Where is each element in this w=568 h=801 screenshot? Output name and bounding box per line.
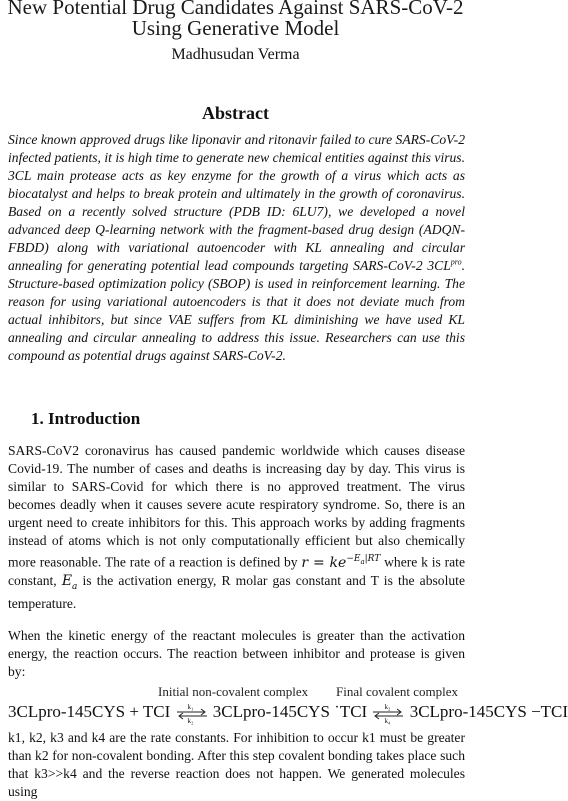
rate-equation-exp-sub: a [360, 557, 365, 566]
scheme-product: 3CLpro-145CYS −TCI [409, 702, 568, 722]
equilibrium-arrow-2 [371, 704, 405, 724]
scheme-caption-final: Final covalent complex [336, 684, 459, 700]
rate-equation-exp-rest: |RT [364, 554, 381, 564]
ea-sub: a [72, 581, 78, 592]
section-heading-introduction: 1. Introduction [31, 409, 141, 428]
abstract-body [8, 131, 465, 365]
ea-base: E [61, 572, 73, 589]
rate-equation [301, 555, 380, 571]
title-line-1: New Potential Drug Candidates Against SARS-CoV-2 [7, 0, 464, 19]
author-name: Madhusudan Verma [171, 46, 300, 63]
abstract-heading: Abstract [202, 103, 269, 123]
equilibrium-arrow-1 [175, 704, 209, 724]
rate-k1: k₁ [187, 702, 194, 711]
abstract-superscript: pro [450, 257, 462, 267]
intro-paragraph-2: When the kinetic energy of the reactant molecules is greater than the activation energy, the reaction occurs. The reaction between inhibitor and protease is given by: [8, 628, 465, 680]
activation-energy-symbol [61, 572, 78, 592]
rate-equation-base: r = ke [301, 554, 347, 571]
scheme-intermediate: 3CLpro-145CYS ˙TCI [212, 702, 368, 722]
rate-k4: k₄ [384, 716, 391, 725]
intro-p1-text-b: where k is rate constant, [8, 554, 465, 588]
abstract-text-part-2: . Structure-based optimization policy (SBOP) is used in reinforcement learning. The reason for using variational autoencoders is that it does not deviate much from actual inhibitors, but since VAE suffers from KL diminishing we have used KL annealing and circular annealing to address this issue. Researchers can use this compound as potential drugs against SARS-CoV-2. [8, 258, 465, 363]
abstract-text-part-1: Since known approved drugs like liponavir and ritonavir failed to cure SARS-CoV-2 infected patients, it is high time to generate new chemical entities against this virus. 3CL main protease acts as key enzyme for the growth of a virus which acts as biocatalyst and helps to break protein and ultimately in the growth of coronavirus. Based on a recently solved structure (PDB ID: 6LU7), we developed a novel advanced deep Q-learning network with the fragment-based drug design (ADQN-FBDD) along with variational autoencoder with KL annealing and circular annealing for generating potential lead compounds targeting SARS-CoV-2 3CL [8, 132, 465, 273]
reaction-scheme [8, 684, 568, 725]
intro-p1-text-a: SARS-CoV2 coronavirus has caused pandemic worldwide which causes disease Covid-19. The number of cases and deaths is increasing day by day. This virus is similar to SARS-Covid for which there is no approved treatment. The virus becomes deadly when it causes severe acute respiratory syndrome. So, there is an urgent need to create inhibitors for this. This approach works by adding fragments instead of atoms which is not only computationally efficient but also chemically more reasonable. The rate of a reaction is defined by [8, 443, 465, 570]
intro-paragraph-3: k1, k2, k3 and k4 are the rate constants. For inhibition to occur k1 must be greater than k2 for non-covalent bonding. After this step covalent bonding takes place such that k3>>k4 and the reverse reaction does not happen. We generated molecules using [8, 730, 465, 800]
scheme-equation [8, 702, 568, 723]
title-line-2: Using Generative Model [131, 16, 340, 40]
rate-k2: k₂ [187, 716, 194, 725]
rate-equation-exp: −E [346, 554, 361, 564]
intro-paragraph-1 [8, 442, 465, 613]
scheme-reactants: 3CLpro-145CYS + TCI [8, 702, 171, 722]
intro-p1-text-c: is the activation energy, R molar gas constant and T is the absolute temperature. [8, 572, 465, 612]
scheme-caption-initial: Initial non-covalent complex [158, 684, 309, 700]
rate-k2-second: k₂ [384, 702, 391, 711]
paper-title [3, 0, 468, 39]
